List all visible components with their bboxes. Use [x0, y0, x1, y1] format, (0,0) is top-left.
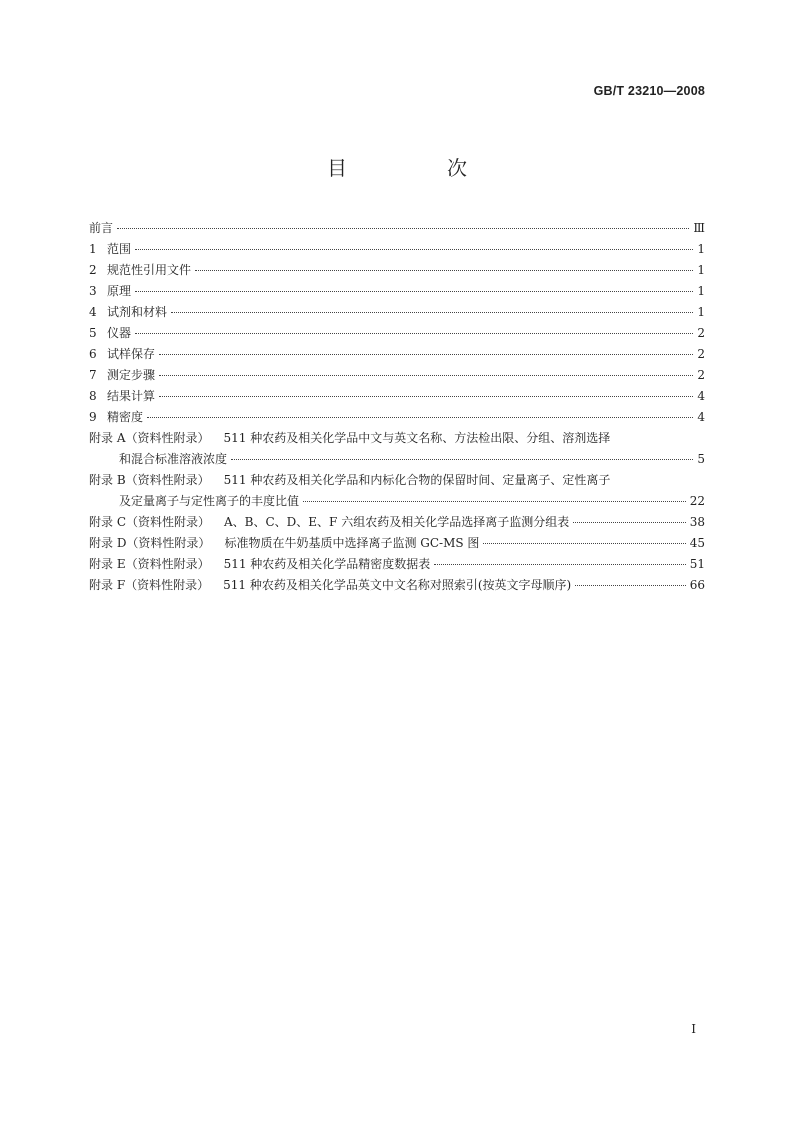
toc-appendix-a[interactable]	[89, 428, 705, 449]
appendix-title-continued: 及定量离子与定性离子的丰度比值	[119, 494, 300, 508]
dot-leader	[231, 458, 693, 460]
dot-leader	[573, 521, 686, 523]
toc-appendix-c[interactable]	[89, 512, 705, 533]
toc-entry-page: Ⅲ	[693, 221, 705, 235]
toc-entry-label: 6 试样保存	[89, 347, 156, 361]
appendix-title: 511 种农药及相关化学品中文与英文名称、方法检出限、分组、溶剂选择	[223, 431, 611, 445]
toc-appendix-f[interactable]	[89, 575, 705, 596]
toc-entry-page: 4	[697, 389, 705, 403]
toc-entry-label: 4 试剂和材料	[89, 305, 168, 319]
toc-entry[interactable]	[89, 365, 705, 386]
appendix-name: 附录 E（资料性附录）	[89, 557, 210, 571]
toc-entry[interactable]	[89, 260, 705, 281]
toc-entry[interactable]	[89, 386, 705, 407]
appendix-title: 511 种农药及相关化学品英文中文名称对照索引(按英文字母顺序)	[223, 578, 572, 592]
dot-leader	[135, 248, 693, 250]
toc-entry-page: 51	[689, 557, 705, 571]
toc-entry-page: 1	[697, 242, 705, 256]
dot-leader	[575, 584, 685, 586]
dot-leader	[159, 374, 693, 376]
dot-leader	[147, 416, 693, 418]
appendix-name: 附录 F（资料性附录）	[89, 578, 210, 592]
dot-leader	[434, 563, 685, 565]
toc-entry-page: 1	[697, 284, 705, 298]
toc-entry-page: 4	[697, 410, 705, 424]
dot-leader	[171, 311, 693, 313]
toc-entry-label: 9 精密度	[89, 410, 144, 424]
dot-leader	[159, 353, 693, 355]
dot-leader	[135, 332, 693, 334]
toc-entry-page: 38	[689, 515, 705, 529]
appendix-title: 511 种农药及相关化学品和内标化合物的保留时间、定量离子、定性离子	[223, 473, 611, 487]
toc-entry-page: 2	[697, 347, 705, 361]
toc-entry[interactable]	[89, 281, 705, 302]
toc-entry[interactable]	[89, 302, 705, 323]
appendix-name: 附录 D（资料性附录）	[89, 536, 211, 550]
page-title: 目 次	[327, 156, 507, 180]
dot-leader	[195, 269, 693, 271]
toc-appendix-a-continued[interactable]	[89, 449, 705, 470]
toc-appendix-b[interactable]	[89, 470, 705, 491]
appendix-name: 附录 C（资料性附录）	[89, 515, 210, 529]
toc-entry-label: 前言	[89, 221, 114, 235]
dot-leader	[303, 500, 686, 502]
toc-entry-page: 1	[697, 305, 705, 319]
toc-entry-foreword[interactable]	[89, 218, 705, 239]
dot-leader	[135, 290, 693, 292]
toc-entry-label: 1 范围	[89, 242, 132, 256]
toc-entry-page: 45	[689, 536, 705, 550]
dot-leader	[483, 542, 685, 544]
toc-entry-page: 22	[689, 494, 705, 508]
appendix-name: 附录 B（资料性附录）	[89, 473, 210, 487]
toc-entry-label: 2 规范性引用文件	[89, 263, 192, 277]
toc-entry-label: 5 仪器	[89, 326, 132, 340]
toc-entry[interactable]	[89, 344, 705, 365]
toc-entry-page: 2	[697, 368, 705, 382]
toc-entry[interactable]	[89, 407, 705, 428]
appendix-title-continued: 和混合标准溶液浓度	[119, 452, 228, 466]
appendix-title: A、B、C、D、E、F 六组农药及相关化学品选择离子监测分组表	[224, 515, 570, 529]
dot-leader	[159, 395, 693, 397]
toc-entry-label: 8 结果计算	[89, 389, 156, 403]
appendix-title: 511 种农药及相关化学品精密度数据表	[223, 557, 431, 571]
dot-leader	[117, 227, 689, 229]
toc-entry[interactable]	[89, 323, 705, 344]
table-of-contents	[89, 218, 705, 596]
appendix-name: 附录 A（资料性附录）	[89, 431, 210, 445]
toc-entry-label: 3 原理	[89, 284, 132, 298]
toc-entry-label: 7 测定步骤	[89, 368, 156, 382]
toc-appendix-e[interactable]	[89, 554, 705, 575]
toc-entry-page: 2	[697, 326, 705, 340]
toc-entry-page: 1	[697, 263, 705, 277]
toc-entry[interactable]	[89, 239, 705, 260]
toc-entry-page: 66	[689, 578, 705, 592]
standard-number: GB/T 23210—2008	[593, 84, 705, 98]
page-number: I	[691, 1022, 696, 1036]
toc-appendix-d[interactable]	[89, 533, 705, 554]
toc-appendix-b-continued[interactable]	[89, 491, 705, 512]
toc-entry-page: 5	[697, 452, 705, 466]
appendix-title: 标准物质在牛奶基质中选择离子监测 GC-MS 图	[224, 536, 480, 550]
